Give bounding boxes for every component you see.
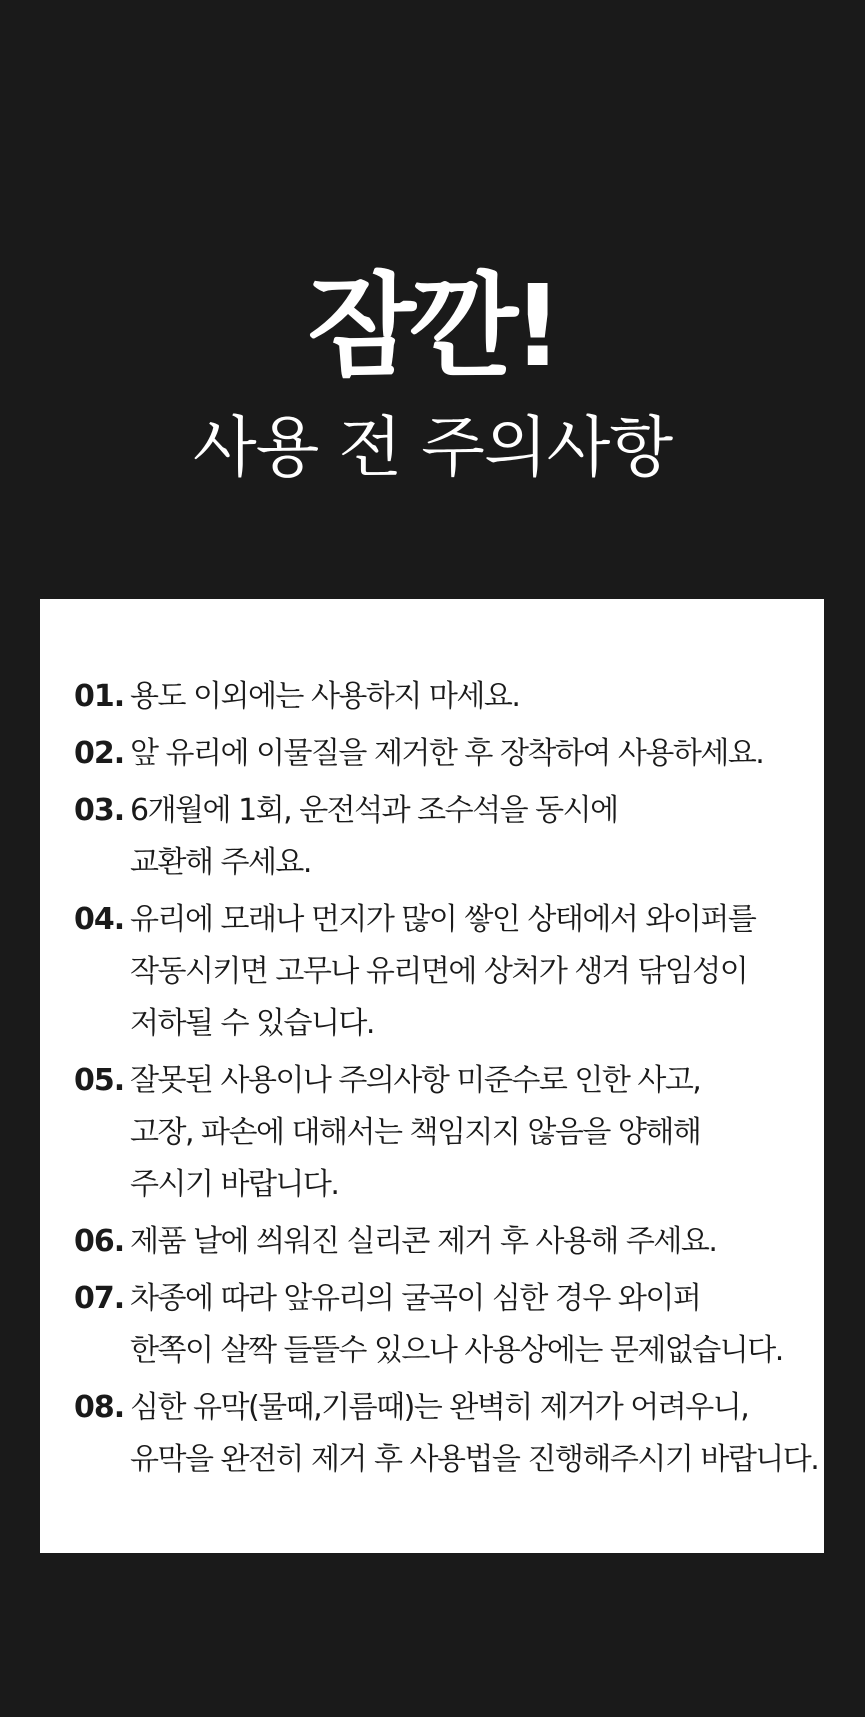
- notice-number: 08.: [74, 1390, 125, 1425]
- notice-header: [0, 0, 865, 520]
- notice-text: 차종에 따라 앞유리의 굴곡이 심한 경우 와이퍼: [130, 1281, 701, 1316]
- notice-text: 고장, 파손에 대해서는 책임지지 않음을 양해해: [130, 1115, 701, 1150]
- notice-text: 저하될 수 있습니다.: [130, 1006, 374, 1041]
- notice-text: 용도 이외에는 사용하지 마세요.: [130, 679, 520, 714]
- page-subtitle: 사용 전 주의사항: [192, 409, 673, 486]
- notice-number: 01.: [74, 679, 125, 714]
- notice-text: 유리에 모래나 먼지가 많이 쌓인 상태에서 와이퍼를: [130, 902, 756, 937]
- notice-text: 6개월에 1회, 운전석과 조수석을 동시에: [130, 793, 618, 828]
- notice-text: 제품 날에 씌워진 실리콘 제거 후 사용해 주세요.: [130, 1224, 717, 1259]
- notice-text: 앞 유리에 이물질을 제거한 후 장착하여 사용하세요.: [130, 736, 764, 771]
- notice-list: [74, 671, 819, 1491]
- notice-text: 교환해 주세요.: [130, 845, 311, 880]
- notice-number: 03.: [74, 793, 125, 828]
- notice-panel: [40, 599, 824, 1553]
- notice-item-04: [74, 894, 814, 1050]
- notice-item-03: [74, 785, 814, 889]
- notice-item-06: [74, 1216, 814, 1268]
- notice-number: 02.: [74, 736, 125, 771]
- notice-item-05: [74, 1055, 814, 1211]
- notice-text: 심한 유막(물때,기름때)는 완벽히 제거가 어려우니,: [130, 1390, 749, 1425]
- notice-text: 잘못된 사용이나 주의사항 미준수로 인한 사고,: [130, 1063, 701, 1098]
- notice-item-01: [74, 671, 814, 723]
- notice-item-02: [74, 728, 814, 780]
- notice-text: 주시기 바랍니다.: [130, 1167, 339, 1202]
- notice-text: 작동시키면 고무나 유리면에 상처가 생겨 닦임성이: [130, 954, 748, 989]
- notice-number: 04.: [74, 902, 125, 937]
- page-title: 잠깐!: [307, 262, 558, 392]
- notice-text: 유막을 완전히 제거 후 사용법을 진행해주시기 바랍니다.: [130, 1442, 819, 1477]
- notice-text: 한쪽이 살짝 들뜰수 있으나 사용상에는 문제없습니다.: [130, 1333, 783, 1368]
- notice-number: 06.: [74, 1224, 125, 1259]
- notice-number: 05.: [74, 1063, 125, 1098]
- notice-number: 07.: [74, 1281, 125, 1316]
- notice-item-08: [74, 1382, 819, 1486]
- notice-item-07: [74, 1273, 814, 1377]
